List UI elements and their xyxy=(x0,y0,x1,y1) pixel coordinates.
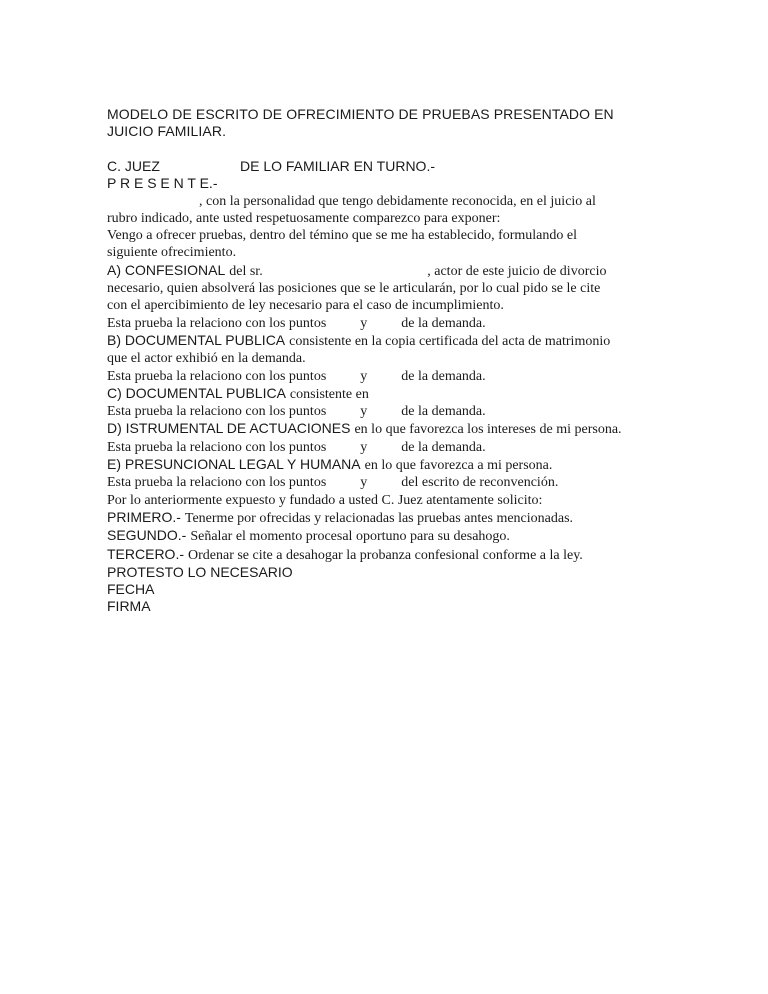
relation-line-b xyxy=(107,368,667,385)
relation-y: y xyxy=(360,404,368,420)
proof-a-line-1 xyxy=(107,262,667,280)
vengo-line-1: Vengo a ofrecer pruebas, dentro del témino que se me ha establecido, formulando el xyxy=(107,228,577,244)
proof-b-line-1 xyxy=(107,332,667,350)
segundo-label: SEGUNDO.- xyxy=(107,527,187,544)
relation-y: y xyxy=(360,475,368,491)
relation-line-a xyxy=(107,315,667,332)
relation-suffix: de la demanda. xyxy=(401,439,486,455)
fecha-line: FECHA xyxy=(107,581,155,598)
intro-line-2: rubro indicado, ante usted respetuosamente comparezco para exponer: xyxy=(107,210,501,226)
relation-suffix: de la demanda. xyxy=(401,404,486,420)
relation-line-d xyxy=(107,439,667,456)
relation-prefix: Esta prueba la relaciono con los puntos xyxy=(107,475,327,491)
segundo-line xyxy=(107,527,667,545)
primero-text: Tenerme por ofrecidas y relacionadas las pruebas antes mencionadas. xyxy=(184,510,574,526)
proof-a-label: A) CONFESIONAL xyxy=(107,261,226,278)
proof-e-text: en lo que favorezca a mi persona. xyxy=(364,458,553,474)
vengo-line-2: siguiente ofrecimiento. xyxy=(107,245,237,261)
proof-b-line-2: que el actor exhibió en la demanda. xyxy=(107,351,306,367)
tercero-text: Ordenar se cite a desahogar la probanza confesional conforme a la ley. xyxy=(188,547,583,563)
document-title xyxy=(107,106,667,140)
proof-d-label: D) ISTRUMENTAL DE ACTUACIONES xyxy=(107,420,351,437)
primero-label: PRIMERO.- xyxy=(107,508,181,525)
proof-a-text: del sr. xyxy=(229,263,263,279)
addressee-line xyxy=(107,158,667,175)
proof-a-line-2: necesario, quien absolverá las posiciones que se le articularán, por lo cual pido se le cite xyxy=(107,281,601,297)
relation-suffix: de la demanda. xyxy=(401,315,486,331)
relation-y: y xyxy=(360,368,368,384)
primero-line xyxy=(107,509,667,527)
relation-prefix: Esta prueba la relaciono con los puntos xyxy=(107,404,327,420)
title-line-1: MODELO DE ESCRITO DE OFRECIMIENTO DE PRUEBAS PRESENTADO EN xyxy=(107,106,614,122)
relation-prefix: Esta prueba la relaciono con los puntos xyxy=(107,315,327,331)
addressee-court: DE LO FAMILIAR EN TURNO.- xyxy=(240,158,435,174)
proof-c-label: C) DOCUMENTAL PUBLICA xyxy=(107,384,286,401)
spacer xyxy=(107,140,667,158)
document-body xyxy=(107,106,667,616)
relation-suffix-e: del escrito de reconvención. xyxy=(401,475,559,491)
relation-prefix: Esta prueba la relaciono con los puntos xyxy=(107,439,327,455)
segundo-text: Señalar el momento procesal oportuno para su desahogo. xyxy=(190,529,510,545)
tercero-label: TERCERO.- xyxy=(107,545,184,562)
proof-e-label: E) PRESUNCIONAL LEGAL Y HUMANA xyxy=(107,456,361,473)
relation-line-e xyxy=(107,474,667,491)
proof-c-line-1 xyxy=(107,385,667,403)
proof-b-text: consistente en la copia certificada del acta de matrimonio xyxy=(289,333,611,349)
protesto-line: PROTESTO LO NECESARIO xyxy=(107,563,293,580)
relation-y: y xyxy=(360,439,368,455)
intro-text-1: , con la personalidad que tengo debidamente reconocida, en el juicio al xyxy=(199,193,596,209)
por-lo-line: Por lo anteriormente expuesto y fundado a usted C. Juez atentamente solicito: xyxy=(107,492,543,508)
relation-prefix: Esta prueba la relaciono con los puntos xyxy=(107,368,327,384)
firma-line: FIRMA xyxy=(107,598,151,615)
proof-e-line-1 xyxy=(107,456,667,474)
relation-suffix: de la demanda. xyxy=(401,368,486,384)
proof-d-line-1 xyxy=(107,420,667,438)
tercero-line xyxy=(107,546,667,564)
relation-y: y xyxy=(360,315,368,331)
proof-a-text-b: , actor de este juicio de divorcio xyxy=(427,263,607,279)
proof-d-text: en lo que favorezca los intereses de mi persona. xyxy=(354,422,622,438)
title-line-2: JUICIO FAMILIAR. xyxy=(107,123,227,139)
addressee-judge: C. JUEZ xyxy=(107,158,160,174)
proof-b-label: B) DOCUMENTAL PUBLICA xyxy=(107,331,286,348)
presente-line: P R E S E N T E.- xyxy=(107,175,218,192)
intro-line-1 xyxy=(107,193,667,210)
proof-a-line-3: con el apercibimiento de ley necesario para el caso de incumplimiento. xyxy=(107,298,504,314)
proof-c-text: consistente en xyxy=(289,386,369,402)
relation-line-c xyxy=(107,403,667,420)
